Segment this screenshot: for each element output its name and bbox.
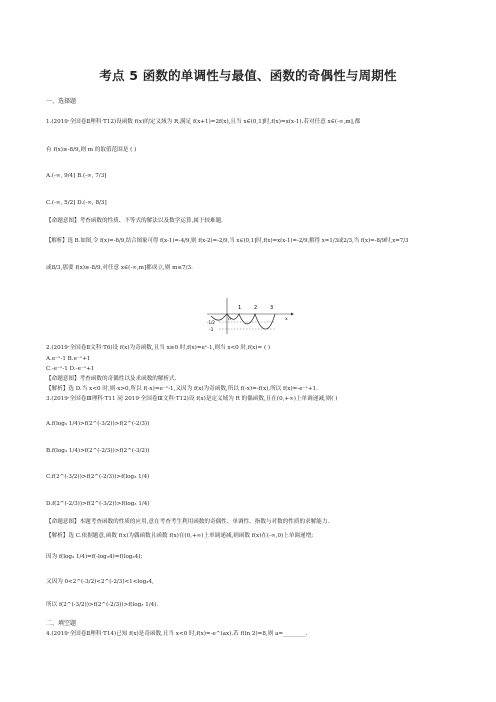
- q1-analysis-line1: 【解析】选 B.如图,令 f(x)=-8/9,结合图象可得 f(x-1)=-4/9,则 f(x-2)=-2/9,当 x∈(0,1]时,f(x)=x(x-1)=-2/9,解得 x=1/3或2/3,当 f(x)=-8/9时,x=7/3: [46, 238, 409, 244]
- y-tick-half: -1/2: [207, 320, 215, 325]
- function-graph: [205, 296, 295, 336]
- y-tick-one: -1: [209, 328, 214, 333]
- section-heading-choice: 一、选择题: [46, 98, 77, 105]
- q3-option-a: A.f(log₃ 1/4)>f(2^(-3/2))>f(2^(-2/3)): [46, 421, 150, 427]
- q1-stem-line1: 1.(2019·全国卷Ⅱ理科·T12)设函数 f(x)的定义域为 R,满足 f(x+1)=2f(x),且当 x∈(0,1]时,f(x)=x(x-1).若对任意 x∈(-∞,m],都: [46, 119, 361, 125]
- q2-options-ab: A.e⁻ˣ-1 B.e⁻ˣ+1: [46, 356, 91, 362]
- q2-intent: 【命题意图】考查函数的奇偶性以及求函数的解析式.: [46, 376, 177, 382]
- q2-stem: 2.(2019·全国卷Ⅱ文科·T6)设 f(x)为奇函数,且当 x≥0 时,f(x)=eˣ-1,则当 x<0 时,f(x)= ( ): [46, 345, 271, 351]
- q3-option-d: D.f(2^(-2/3))>f(2^(-3/2))>f(log₃ 1/4): [46, 501, 150, 507]
- q1-stem-line2: 有 f(x)≥-8/9,则 m 的取值范围是 ( ): [46, 147, 137, 153]
- origin-label: O: [228, 316, 232, 321]
- x-tick-1: 1: [238, 305, 242, 311]
- x-tick-2: 2: [254, 305, 258, 311]
- q3-analysis-line4: 所以 f(2^(-3/2))>f(2^(-2/3))>f(log₃ 1/4).: [46, 602, 159, 608]
- x-axis-arrow: [291, 313, 294, 316]
- function-curve: [211, 314, 275, 329]
- q3-stem: 3.(2019·全国卷Ⅲ理科·T11 同 2019·全国卷Ⅲ文科·T12)设 f(x)是定义域为 R 的偶函数,且在(0,+∞)上单调递减,则( ): [46, 396, 338, 402]
- q2-analysis: 【解析】选 D.当 x<0 时,则-x>0,所以 f(-x)=e⁻ˣ-1,又因为 f(x)为奇函数,所以 f(-x)=-f(x),所以 f(x)=-e⁻ˣ+1.: [46, 386, 318, 392]
- x-axis-label: x: [285, 316, 288, 322]
- q1-options-ab: A.(-∞, 9/4] B.(-∞, 7/3]: [46, 173, 107, 179]
- section-heading-fill: 二、填空题: [46, 620, 77, 627]
- page-title: 考点 5 函数的单调性与最值、函数的奇偶性与周期性: [99, 68, 397, 83]
- q1-analysis-line2: 或8/3,那要 f(x)≥-8/9,对任意 x∈(-∞,m]都成立,则 m≤7/3.: [46, 265, 193, 271]
- q3-option-b: B.f(log₃ 1/4)>f(2^(-2/3))>f(2^(-3/2)): [46, 448, 150, 454]
- q3-option-c: C.f(2^(-3/2))>f(2^(-2/3))>f(log₃ 1/4): [46, 474, 150, 480]
- q3-analysis-line2: 因为 f(log₃ 1/4)=f(-log₃4)=f(log₃4);: [46, 554, 143, 560]
- q2-options-cd: C.-e⁻ˣ-1 D.-e⁻ˣ+1: [46, 366, 95, 372]
- q3-analysis-line1: 【解析】选 C.依据题意,函数 f(x)为偶函数且函数 f(x)在(0,+∞)上单调递减,则函数 f(x)在(-∞,0)上单调递增;: [46, 533, 314, 539]
- x-tick-3: 3: [270, 305, 274, 311]
- q1-intent: 【命题意图】考查函数的性质、不等式的解法以及数学运算,属于较难题.: [46, 218, 223, 224]
- q1-options-cd: C.(-∞, 5/2] D.(-∞, 8/3]: [46, 200, 107, 206]
- q4-stem: 4.(2019·全国卷Ⅱ理科·T14)已知 f(x)是奇函数,且当 x<0 时,f(x)=-e^(ax).若 f(ln 2)=8,则 a=________.: [46, 631, 308, 637]
- q3-intent: 【命题意图】本题考查函数的性质的应用,意在考查考生利用函数的奇偶性、单调性、指数与对数的性质的求解能力.: [46, 519, 330, 525]
- q3-analysis-line3: 又因为 0<2^(-3/2)<2^(-2/3)<1<log₃4,: [46, 579, 154, 585]
